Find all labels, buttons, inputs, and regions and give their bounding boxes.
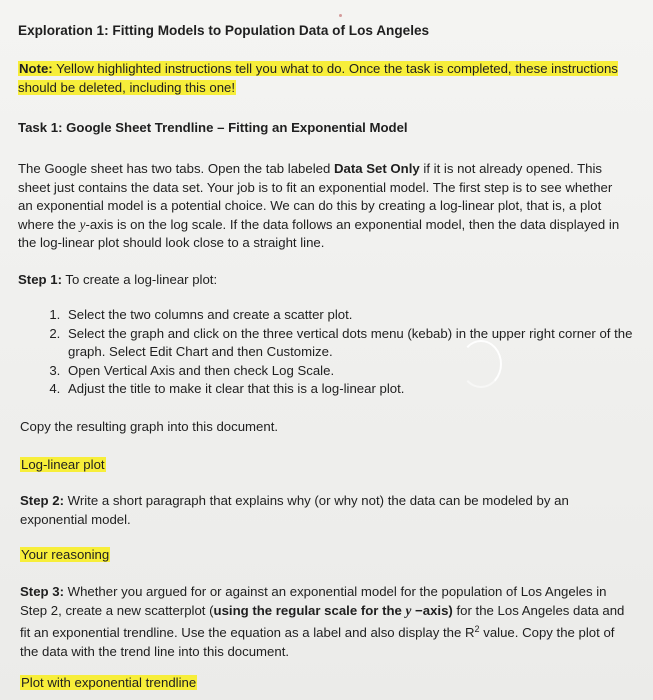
step1-text: To create a log-linear plot: [61,272,218,287]
step3-text-2: for the Los Angeles data and fit an exponential trendline. Use the equation as a label and also display the R [20,602,625,640]
ink-dot [339,14,342,17]
list-item: 1. Select the two columns and create a scatter plot. [64,306,653,325]
step3-label: Step 3: [20,584,64,599]
step3-y-variable: y [405,602,412,618]
list-item: 4. Adjust the title to make it clear that this is a log-linear plot. [64,380,653,399]
intro-y-variable: y [79,216,86,232]
intro-text-3: -axis is on the log scale. If the data follows an exponential model, then the data displayed in the log-linear plot should look close to a straight line. [18,216,620,250]
step2-label: Step 2: [20,493,64,508]
note-text: Yellow highlighted instructions tell you what to do. Once the task is completed, these instructions should be deleted, including this one! [18,61,618,95]
answer-placeholder-log-linear[interactable] [20,456,632,475]
intro-tab-name: Data Set Only [333,161,420,176]
answer2-text: Your reasoning [21,547,110,562]
step3-bold-2: −axis) [411,602,453,618]
list-item: 2. Select the graph and click on the three vertical dots menu (kebab) in the upper right corner of the graph. Select Edit Chart and then Customize. [64,325,653,362]
step1-instructions-list [22,306,653,399]
answer-placeholder-reasoning[interactable] [20,546,632,565]
list-item: 3. Open Vertical Axis and then check Log Scale. [64,362,653,381]
note-paragraph [18,60,630,97]
r-squared-superscript: 2 [474,624,480,634]
step3-text-3: value. Copy the plot of the data with the trend line into this document. [20,625,615,659]
copy-instruction: Copy the resulting graph into this document. [20,419,279,434]
note-highlight [18,61,618,95]
step2-paragraph [20,492,632,529]
answer1-text: Log-linear plot [21,457,105,472]
step1-heading [18,271,630,290]
step3-bold-1: using the regular scale for the [213,602,406,618]
intro-text-2: if it is not already opened. This sheet just contains the data set. Your job is to fit an exponential model. The first step is to see whether an exponential model is a potential choice. We can do this by creating a log-linear plot, that is, a plot where the [18,161,613,232]
step1-label: Step 1: [18,272,62,287]
page-title: Exploration 1: Fitting Models to Population Data of Los Angeles [18,23,430,38]
answer3-text: Plot with exponential trendline [21,675,197,690]
intro-paragraph [18,160,630,253]
note-label: Note: [19,61,53,76]
step2-text: Write a short paragraph that explains why (or why not) the data can be modeled by an exponential model. [20,493,569,527]
step3-text-1: Whether you argued for or against an exponential model for the population of Los Angeles in Step 2, create a new scatterplot ( [20,584,607,618]
step3-paragraph [20,583,632,661]
answer-placeholder-trendline[interactable] [20,674,632,693]
screen-glare [460,340,502,388]
intro-text-1: The Google sheet has two tabs. Open the tab labeled [18,161,334,176]
task-heading: Task 1: Google Sheet Trendline – Fitting an Exponential Model [18,120,408,135]
